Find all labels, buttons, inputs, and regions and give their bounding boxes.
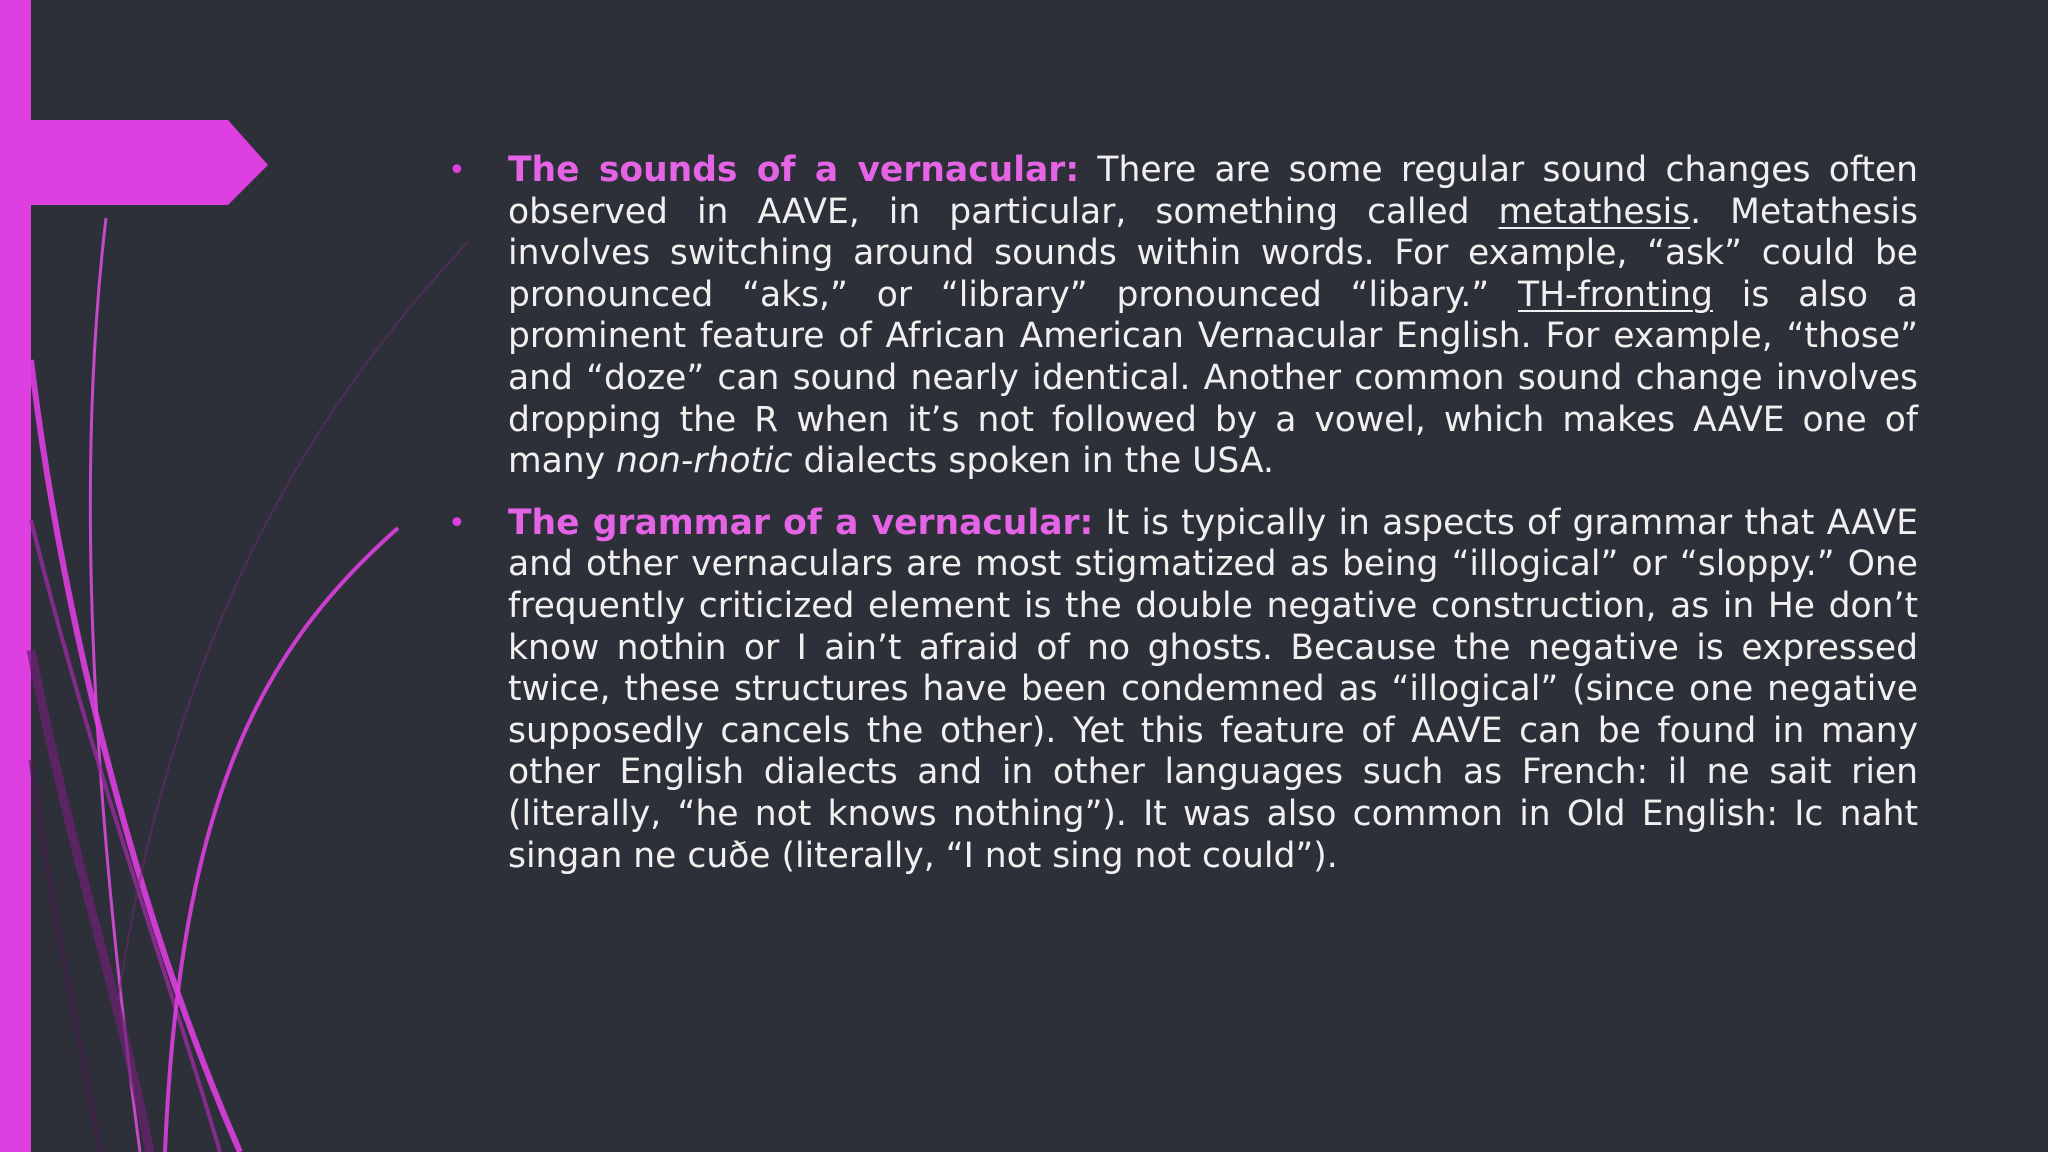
emphasis-text: non-rhotic [616,441,793,482]
bullet-text: . Metathesis involves switching around sounds within words. For example, “ask” could be pronounced “aks,” or “library” pronounced “libary.” [508,191,1918,315]
bullet-sounds [448,150,1918,483]
title-arrow-shape [31,120,268,205]
bullet-heading: The grammar of a vernacular: [508,502,1094,543]
bullet-marker: • [448,505,466,541]
bullet-text: dialects spoken in the USA. [792,441,1274,482]
bullet-text: There are some regular sound changes often observed in AAVE, in particular, something called [508,150,1918,232]
decorative-curves [31,218,468,1152]
th-fronting-link[interactable]: TH-fronting [1518,274,1713,315]
bullet-text: It is typically in aspects of grammar that AAVE and other vernaculars are most stigmatized as being “illogical” or “sloppy.” One frequently criticized element is the double negative construction, as in He don’t know nothin or I ain’t afraid of no ghosts. Because the negative is expressed twice, these structures have been condemned as “illogical” (since one negative supposedly cancels the other). Yet this feature of AAVE can be found in many other English dialects and in other languages such as French: il ne sait rien (literally, “he not knows nothing”). It was also common in Old English: Ic naht singan ne cuðe (literally, “I not sing not could”). [508,502,1919,876]
metathesis-link[interactable]: metathesis [1498,191,1691,232]
bullet-text: is also a prominent feature of African American Vernacular English. For example, “those” and “doze” can sound nearly identical. Another common sound change involves dropping the R when it’s not followed by a vowel, which makes AAVE one of many [508,274,1918,482]
slide-content [448,150,1918,897]
bullet-heading: The sounds of a vernacular: [508,150,1080,190]
bullet-grammar [448,503,1918,877]
left-accent-bar [0,0,31,1152]
bullet-marker: • [448,153,466,188]
